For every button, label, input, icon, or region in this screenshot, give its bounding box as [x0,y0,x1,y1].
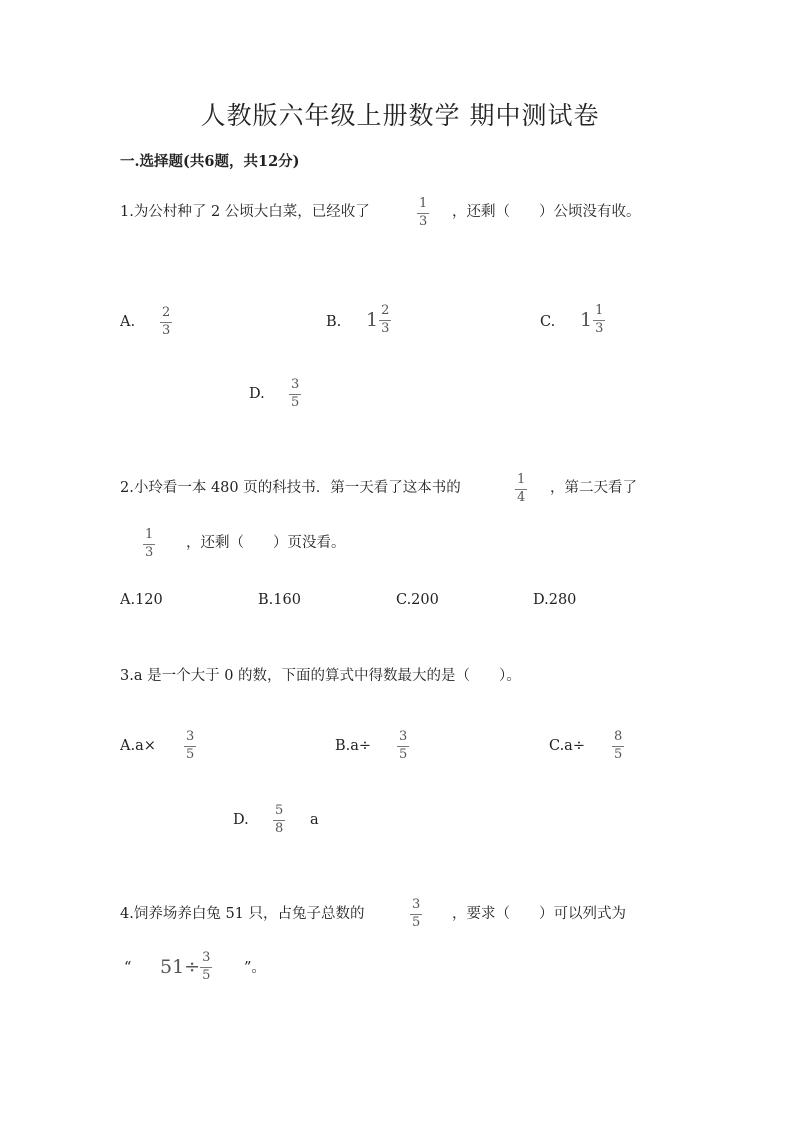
q4-fraction [410,898,422,930]
q1-text-b: ，还剩（ ）公顷没有收。 [452,204,641,220]
q1-option-a-numerator: 2 [160,306,172,323]
q1-option-a-label: A. [120,314,136,330]
q3-option-c-numerator: 8 [612,730,624,747]
q1-option-d-denominator: 5 [291,395,300,410]
q2-fraction-2-numerator: 1 [143,528,155,545]
q3-option-c-denominator: 5 [614,747,623,762]
q3-option-a-denominator: 5 [186,747,195,762]
q4-expression-denominator: 5 [202,968,211,983]
q2-option-b: B.160 [258,592,301,608]
q1-option-a-denominator: 3 [162,323,171,338]
q4-text-b: ，要求（ ）可以列式为 [452,906,626,922]
q3-option-c-label: C.a÷ [549,738,585,754]
q4-fraction-numerator: 3 [410,898,422,915]
page-title: 人教版六年级上册数学 期中测试卷 [200,101,600,130]
q3-option-d-suffix: a [310,812,319,828]
q3-option-b-label: B.a÷ [335,738,372,754]
q3-option-a-label: A.a× [120,738,156,754]
q1-option-c-label: C. [540,314,556,330]
q1-option-c-denominator: 3 [595,321,604,336]
q1-option-c-numerator: 1 [593,304,605,321]
q4-expression-prefix: 51÷ [160,956,201,978]
q1-option-d-numerator: 3 [289,378,301,395]
q3-text: 3.a 是一个大于 0 的数，下面的算式中得数最大的是（ ）。 [120,668,521,684]
q1-option-b-mixed-number [366,304,391,336]
q3-option-d-denominator: 8 [275,821,284,836]
q2-option-c: C.200 [396,592,439,608]
q4-quote-open: “ [124,960,132,976]
q3-option-a-fraction [184,730,196,762]
q4-quote-close: ”。 [244,960,266,976]
q2-text-b: ，第二天看了 [550,480,637,496]
q1-option-c-mixed-number [580,304,605,336]
q1-option-b-denominator: 3 [381,321,390,336]
q4-expression [160,951,212,983]
q1-option-d-label: D. [249,386,265,402]
q1-option-b-label: B. [326,314,342,330]
q3-option-b-fraction [397,730,409,762]
q2-fraction-1-denominator: 4 [517,490,526,505]
q2-fraction-1-numerator: 1 [515,473,527,490]
q1-fraction [417,197,429,229]
q2-text-a: 2.小玲看一本 480 页的科技书．第一天看了这本书的 [120,480,461,496]
q1-option-d-fraction [289,378,301,410]
q1-fraction-numerator: 1 [417,197,429,214]
q1-text-a: 1.为公村种了 2 公顷大白菜，已经收了 [120,204,370,220]
section-heading: 一.选择题(共6题，共12分) [120,153,300,170]
q3-option-b-numerator: 3 [397,730,409,747]
q3-option-d-numerator: 5 [273,804,285,821]
q3-option-a-numerator: 3 [184,730,196,747]
q2-option-d: D.280 [533,592,577,608]
q1-option-b-whole: 1 [366,309,379,331]
q3-option-b-denominator: 5 [399,747,408,762]
q2-fraction-2 [143,528,155,560]
q4-fraction-denominator: 5 [412,915,421,930]
q4-text-a: 4.饲养场养白兔 51 只，占兔子总数的 [120,906,365,922]
q1-option-a-fraction [160,306,172,338]
q1-option-b-numerator: 2 [379,304,391,321]
q3-option-d-fraction [273,804,285,836]
q3-option-c-fraction [612,730,624,762]
q2-fraction-2-denominator: 3 [145,545,154,560]
q2-text-c: ，还剩（ ）页没看。 [186,535,346,551]
q1-option-c-whole: 1 [580,309,593,331]
q2-fraction-1 [515,473,527,505]
q2-option-a: A.120 [120,592,163,608]
q4-expression-numerator: 3 [200,951,212,968]
q1-fraction-denominator: 3 [419,214,428,229]
q3-option-d-label: D. [233,812,249,828]
